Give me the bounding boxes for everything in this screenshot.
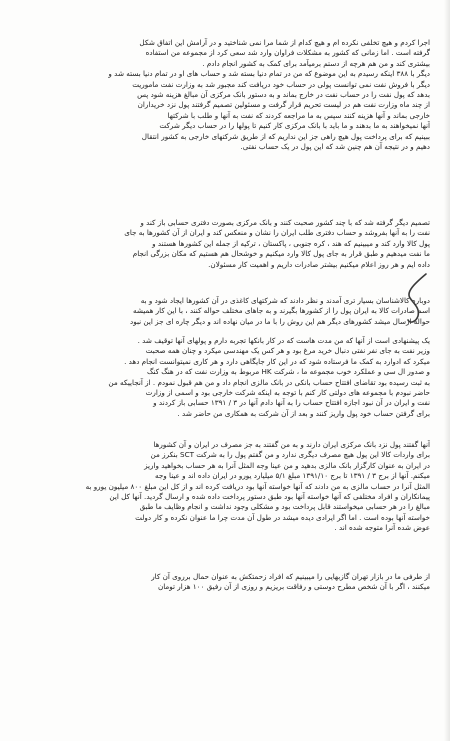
- text-line: دهیم و در نتیجه آن هم چنین شد که این پول در یک حساب نفتی.: [240, 142, 430, 152]
- text-line: میکنم. آنها از برج ۳ / ۱۳۹۱ تا برج ۱۳۹۱/۱۰ مبلغ ۵/۱ میلیارد یورو در ایران داده اند و عینا وجه: [154, 471, 430, 481]
- text-line: بیشتری کند و من هم هرچه از دستم برمیآمد برای کمک به کشور انجام دادم .: [202, 58, 430, 68]
- text-line: عوض شده آنرا متوجه شده اند .: [334, 523, 430, 533]
- text-line: دوباره کالاشناسان بسیار تری آمدند و نظر دادند که شرکتهای کاغذی در آن کشورها ایجاد شود و به: [140, 296, 430, 305]
- text-line: به ثبت رسیده بود تقاضای افتتاح حساب بانکی در بانک مالزی انجام داد و من هم قبول نمودم . از آنجاییکه من: [108, 377, 430, 387]
- text-line: از چند ماه وزارت نفت هم در لیست تحریم قرار گرفت و مسئولین تصمیم گرفتند پول نزد خریداران: [137, 100, 430, 110]
- text-line: گرفته است . اما زمانی که کشور به مشکلات فراوان وارد شد سعی کرد از مجموعه من استفاده: [145, 48, 430, 58]
- paragraph-5: [22, 440, 430, 534]
- text-line: تصمیم دیگر گرفته شد که با چند کشور صحبت کنند و بانک مرکزی بصورت دفتری حسابی باز کند و: [140, 218, 430, 227]
- text-line: میکرد که ادوارد به کمک ما فرستاده شود که در این کار جایگاهی دارد و هر کاری نمیتوانست انجام دهد .: [124, 356, 430, 366]
- paragraph-1: [22, 38, 430, 152]
- scan-edge-shadow: [444, 0, 450, 741]
- text-line: خواسته آنها بوده است . اما اگر ایرادی دیده میشد در طول آن مدت چرا ما عنوان نکرده و کار دولت: [135, 512, 430, 522]
- text-line: اجرا کردم و هیچ تخلفی نکرده ام و هیچ کدام از شما مرا نمی شناختید و در آرامش این اتفاق شکل: [139, 38, 430, 47]
- text-line: از طرفی ما در بازار تهران گازبهایی را میبینیم که افراد زحمتکش به عنوان حمال برروی آن کار: [151, 572, 430, 581]
- text-line: وزیر نفت به جای نفر نفتی دنبال خرید مرغ بود و هر کس یک مهندسی میکرد و چنان همه صحبت: [145, 346, 430, 356]
- text-line: میکنند ، اگر با آن شخص مطرح دوستی و رفاقت بریزیم و روزی از آن رفیق ۱۰۰ هزار تومان: [157, 582, 430, 592]
- text-line: آنها گفتند پول نزد بانک مرکزی ایران دارند و به من گفتند به جز مصرف در ایران و آن کشورها: [153, 440, 430, 449]
- text-line: برای گرفتن حساب خود پول واریز کنند و بعد از آن شرکت به همکاری من حاضر شد .: [177, 408, 430, 418]
- text-line: حاضر نبودم با مجموعه های دولتی کار کنم با توجه به اینکه شرکت خارجی بود و اسمی از وزارت: [145, 388, 430, 398]
- text-line: دیگر با ۳۸۸ اینکه رسیدم به این موضوع که من در تمام دنیا بسته شد و حساب های او در تمام دنیا بسته شد و: [108, 69, 430, 79]
- text-line: و صدور ال سی و عملکرد خوب مجموعه ما ، شرکت HK مربوط به وزارت نفت که در هنگ کنگ: [146, 367, 430, 377]
- text-line: آنها نمیخواهند به ما بدهند و ما باید با بانک مرکزی کار کنیم تا پولها را در حساب دیگر شرکت: [159, 121, 430, 131]
- text-line: داده ایم و هر روز اعلام میکنیم بیشتر صادرات داریم و اهمیت کار مسئولان.: [208, 259, 430, 269]
- text-line: نفت را به آنها بفروشد و حساب دفتری طلب ایران را نشان و منعکس کند و ایران از آن کشورها به جای: [124, 228, 430, 238]
- text-line: حواله ارسال میشد کشورهای دیگر هم این روش را با ما در میان نهاده اند و دیگر چاره ای جز این نبود: [130, 316, 430, 326]
- text-line: پیمانکاران و افراد مختلفی که آنها خواسته آنها بود طبق دستور پرداخت داده شده و ارسال گردید. آنها کل این: [109, 492, 430, 502]
- text-line: ببینیم که برای پرداخت پول هیچ راهی جز این نداریم که از طریق شرکتهای خارجی به کشور انتقال: [141, 131, 430, 141]
- text-line: نفت و ایران در آن نبود اجازه افتتاح حساب را به آنها دادم آنها در ۳ / ۱۳۹۱ حسابی باز کردند و: [153, 398, 430, 408]
- text-line: بدهد که پول نفت را در حساب نفت در خارج بماند و به دستور بانک مرکزی آن مبالغ هزینه شود پس: [137, 90, 430, 100]
- paragraph-4: [22, 336, 430, 419]
- text-line: ما نفت میدهیم و طبق قرار به جای پول کالا وارد میکنیم و خوشحال هم هستیم که مکان بزرگی انجام: [132, 249, 430, 259]
- text-line: خارجی بماند و آنها هزینه کنند سپس به ما مراجعه کردند که نفت به آنها و طلب با شرکتها: [167, 110, 430, 120]
- text-line: المثل آنرا در حساب مالزی به من دادند که آنها خواسته آنها بود دریافت کرده اند و از کل این مبلغ ۸۰۰ میلیون یورو به: [85, 481, 430, 491]
- text-line: برای واردات کالا این پول هیچ مصرف دیگری ندارد و من گفتم پول را به شرکت SCT بنکرز من: [150, 450, 430, 460]
- text-line: دیگر با فروش نفت نمی توانست پولی در حساب خود دریافت کند مجبور شد به وزارت نفت ماموریت: [132, 79, 430, 89]
- text-line: اسم صادرات کالا به ایران پول را از کشورها بگیرند و به جاهای مختلف حواله کنند ، با این کار همیشه: [133, 306, 430, 316]
- text-line: مبالغ را در هر حسابی میخواستند قابل پرداخت بود و مشکلی وجود نداشت و انجام وظایف ما طبق: [139, 502, 430, 512]
- paragraph-6: [22, 572, 430, 593]
- paragraph-2: [22, 218, 430, 270]
- text-line: در ایران به عنوان کارگزار بانک مالزی بدهید و من عینا وجه المثل آنرا به هر حساب بخواهید واریز: [144, 460, 430, 470]
- handwritten-margin-mark: [396, 268, 436, 328]
- text-line: پول کالا وارد کند و میبینیم که هند ، کره جنوبی ، پاکستان ، ترکیه از جمله این کشورها هستند و: [152, 238, 430, 248]
- paragraph-3: [22, 296, 430, 327]
- text-line: یک پیشنهادی است از آنها که من مدت هاست که در کار بانکها تجربه دارم و پولهای آنها توقیف شد .: [137, 336, 430, 345]
